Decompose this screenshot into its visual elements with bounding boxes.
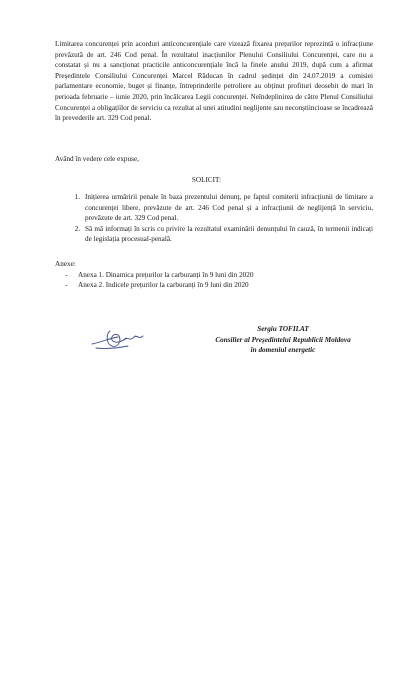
annex-dash: -	[65, 270, 68, 279]
annex-item	[55, 280, 373, 291]
signatory-domain: în domeniul energetic	[250, 346, 316, 355]
transition-paragraph: Având în vedere cele expuse,	[55, 155, 139, 163]
request-text: Să mă informați în scris cu privire la rezultatul examinării denunțului în cauză, în termenii indicați de legislația procesual-penală.	[85, 224, 373, 244]
request-heading: SOLICIT:	[191, 176, 222, 184]
handwritten-signature	[88, 324, 146, 354]
annex-item	[55, 270, 373, 281]
annex-text: Anexa 2. Indicele prețurilor la carburanți în 9 luni din 2020	[78, 281, 249, 290]
signature-block	[193, 324, 373, 356]
request-item	[55, 192, 373, 224]
request-number: 2.	[74, 224, 80, 233]
body-paragraph: Limitarea concurenței prin acorduri anticoncurențiale care vizează fixarea prețurilor reprezintă o infracțiune prevăzută de art. 246 Cod penal. În rezultatul inacțiunilor Plenului Consiliului Concurenței, care nu a constatat și nu a sancționat practicile anticoncurențiale încă la finele anului 2019, după cum a afirmat Președintele Consiliului Concurenței Marcel Răducan în cadrul ședinței din 24.07.2019 a comisiei parlamentare economie, buget și finanțe, întreprinderile petroliere au obținut profituri deosebit de mari în perioada februarie – iunie 2020, prin încălcarea Legii concurenței. Neîndeplinirea de către Plenul Consiliului Concurenței a obligațiilor de serviciu ca rezultat al unei atitudini neglijente sau neconștiincioase se încadrează în prevederile art. 329 Cod penal.	[55, 40, 373, 123]
signatory-name: Sergiu TOFILAT	[257, 325, 309, 333]
request-list	[55, 192, 373, 245]
request-text: Inițierea urmăririi penale în baza prezentului denunț, pe faptul comiterii infracțiunii de limitare a concurenței libere, prevăzute de art. 246 Cod penal și a infracțiunii de neglijență în serviciu, prevăzute de art. 329 Cod penal.	[85, 193, 373, 223]
annex-text: Anexa 1. Dinamica prețurilor la carburanți în 9 luni din 2020	[78, 270, 254, 279]
annex-dash: -	[65, 281, 68, 290]
signatory-title: Consilier al Președintelui Republicii Moldova	[215, 335, 351, 344]
annex-section	[55, 259, 373, 291]
request-item	[55, 224, 373, 245]
annex-label: Anexe:	[55, 260, 76, 268]
request-number: 1.	[74, 193, 80, 201]
